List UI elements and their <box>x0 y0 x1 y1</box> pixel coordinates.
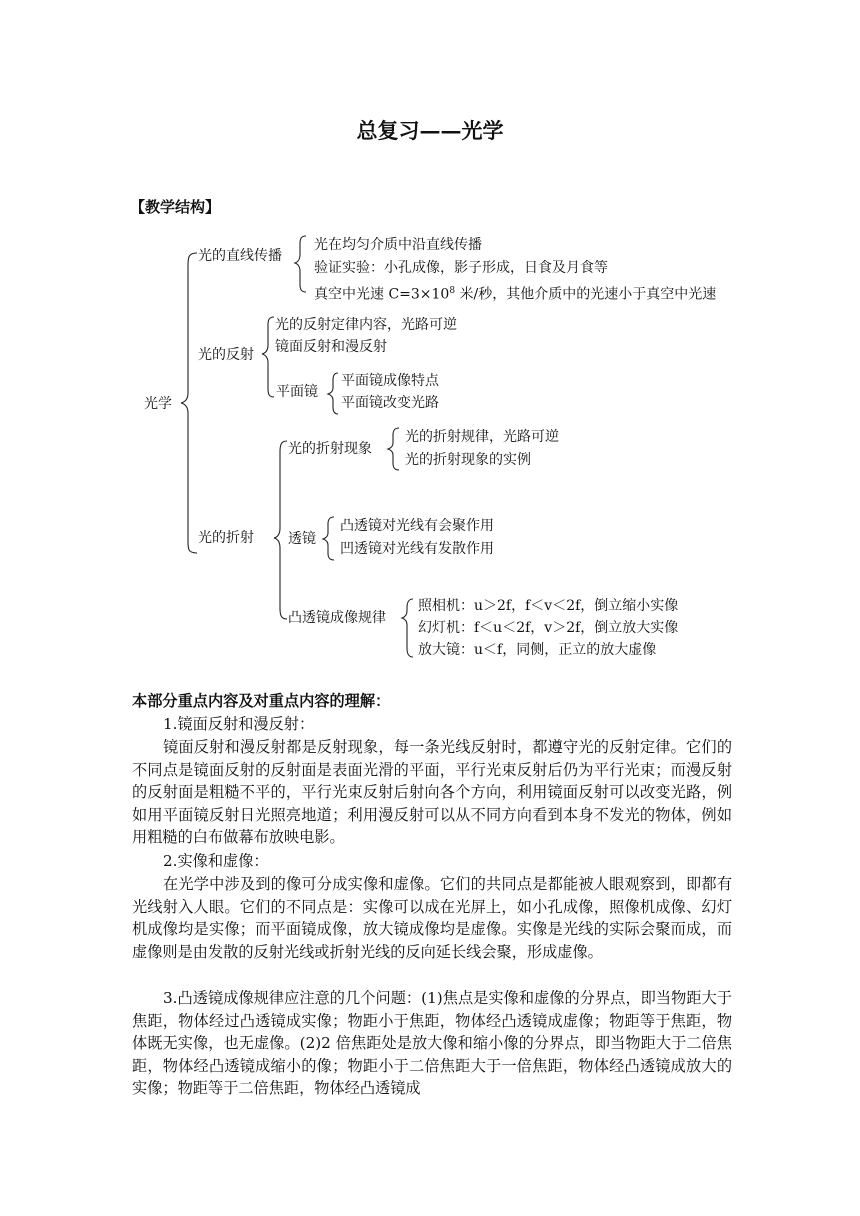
mirror-brace <box>328 373 338 414</box>
phenomenon-brace <box>388 428 399 470</box>
section-3-body: 3.凸透镜成像规律应注意的几个问题：(1)焦点是实像和虚像的分界点，即当物距大于焦距，物体经过凸透镜成实像；物距小于焦距，物体经凸透镜成虚像；物距等于焦距，物体既无实像，也无虚像。(2)2 倍焦距处是放大像和缩小像的分界点，即当物距大于二倍焦距，物体经凸透镜成缩小的像；物距小于二倍焦距大于一倍焦距，物体经凸透镜成放大的实像；物距等于二倍焦距，物体经凸透镜成 <box>132 989 732 1097</box>
section-1-body: 镜面反射和漫反射都是反射现象，每一条光线反射时，都遵守光的反射定律。它们的不同点是镜面反射的反射面是表面光滑的平面，平行光束反射后仍为平行光束；而漫反射的反射面是粗糙不平的，平行光束反射后射向各个方向，利用镜面反射可以改变光路，例如用平面镜反射日光照亮地道；利用漫反射可以从不同方向看到本身不发光的物体，例如用粗糙的白布做幕布放映电影。 <box>132 738 732 846</box>
imaging-item: 放大镜：u＜f，同侧，正立的放大虚像 <box>418 642 657 658</box>
node-lens: 透镜 <box>288 531 316 547</box>
node-refraction: 光的折射 <box>198 530 254 546</box>
structure-heading: 【教学结构】 <box>130 198 221 216</box>
lens-item: 凸透镜对光线有会聚作用 <box>340 518 494 534</box>
page-title: 总复习——光学 <box>356 118 504 143</box>
imaging-item: 幻灯机：f＜u＜2f，v＞2f，倒立放大实像 <box>418 620 679 636</box>
node-mirror: 平面镜 <box>276 384 318 400</box>
straight-brace <box>295 236 306 292</box>
reflection-brace <box>262 317 274 397</box>
lens-item: 凹透镜对光线有发散作用 <box>340 541 494 557</box>
phenomenon-item: 光的折射现象的实例 <box>405 452 531 468</box>
node-phenomenon: 光的折射现象 <box>288 441 372 457</box>
refraction-brace <box>274 441 287 619</box>
section-2-body: 在光学中涉及到的像可分成实像和虚像。它们的共同点是都能被人眼观察到，即都有光线射入人眼。它们的不同点是：实像可以成在光屏上，如小孔成像，照像机成像、幻灯机成像均是实像；而平面镜成像，放大镜成像均是虚像。实像是光线的实际会聚而成，而虚像则是由发散的反射光线或折射光线的反向延长线会聚，形成虚像。 <box>132 875 732 961</box>
straight-item: 验证实验：小孔成像，影子形成，日食及月食等 <box>314 260 608 276</box>
node-straight: 光的直线传播 <box>198 248 282 264</box>
imaging-item: 照相机：u＞2f，f＜v＜2f，倒立缩小实像 <box>418 598 679 614</box>
key-points-heading: 本部分重点内容及对重点内容的理解： <box>132 692 391 710</box>
light-speed-line: 真空中光速 $C=3\times 10^8$ 米/秒，其他介质中的光速小于真空中光速 <box>314 286 717 303</box>
phenomenon-item: 光的折射规律，光路可逆 <box>405 429 559 445</box>
node-reflection: 光的反射 <box>198 347 254 363</box>
section-2-title: 2.实像和虚像： <box>163 852 269 870</box>
tree-root: 光学 <box>144 396 172 412</box>
straight-item: 光在均匀介质中沿直线传播 <box>314 237 482 253</box>
node-imaging: 凸透镜成像规律 <box>288 610 386 626</box>
mirror-item: 平面镜成像特点 <box>341 373 439 389</box>
reflection-item: 光的反射定律内容，光路可逆 <box>275 317 457 333</box>
imaging-brace <box>402 599 413 657</box>
section-1-title: 1.镜面反射和漫反射： <box>163 715 315 733</box>
reflection-item: 镜面反射和漫反射 <box>275 339 387 355</box>
root-brace <box>181 253 197 553</box>
lens-brace <box>323 517 334 560</box>
mirror-item: 平面镜改变光路 <box>341 395 439 411</box>
